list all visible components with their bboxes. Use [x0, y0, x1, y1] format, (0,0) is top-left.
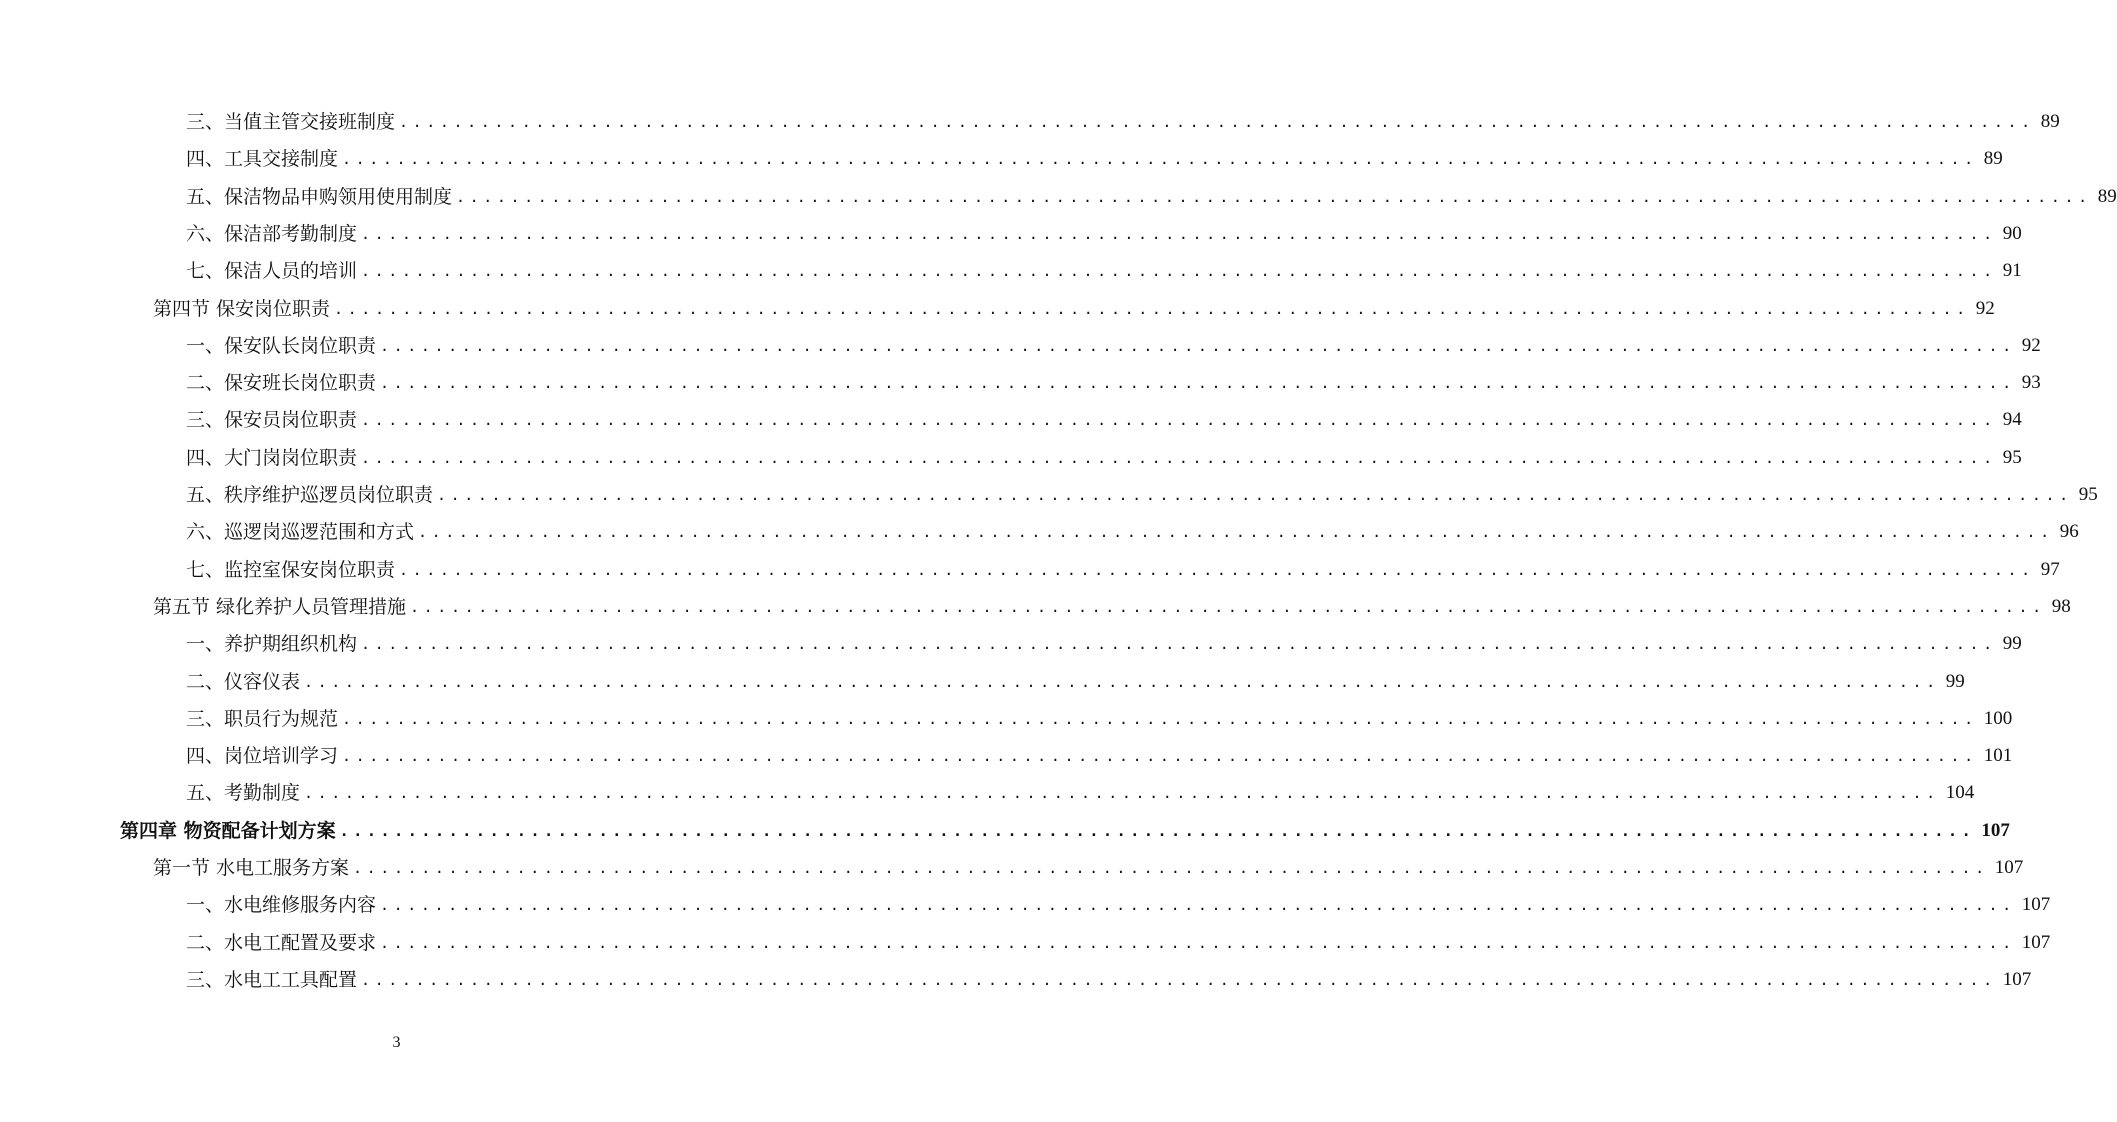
dot-leader: ........................................................................................................................	[456, 187, 2092, 206]
toc-entry-label: 第一节 水电工服务方案	[153, 857, 350, 879]
toc-entry-page: 92	[1975, 297, 1995, 319]
toc-entry-label: 七、监控室保安岗位职责	[186, 558, 396, 581]
toc-entry-label: 二、保安班长岗位职责	[186, 372, 377, 395]
toc-entry[interactable]	[186, 365, 2041, 395]
dot-leader: ........................................................................................................................	[361, 262, 1997, 281]
toc-entry-page: 95	[2078, 484, 2098, 505]
toc-entry-page: 97	[2040, 558, 2060, 580]
toc-entry-label: 三、当值主管交接班制度	[186, 111, 396, 133]
toc-entry-label: 第五节 绿化养护人员管理措施	[153, 595, 407, 618]
toc-entry-label: 三、水电工工具配置	[186, 968, 358, 991]
toc-entry-page: 98	[2051, 595, 2071, 617]
toc-entry-label: 二、仪容仪表	[186, 670, 301, 693]
toc-entry[interactable]	[186, 328, 2041, 358]
toc-entry[interactable]	[186, 253, 2022, 283]
toc-entry-page: 90	[2002, 222, 2022, 244]
toc-entry-page: 107	[2021, 931, 2051, 953]
toc-entry[interactable]	[186, 514, 2079, 544]
toc-entry[interactable]	[186, 626, 2022, 656]
toc-entry[interactable]	[186, 179, 2117, 209]
toc-entry[interactable]	[186, 552, 2060, 582]
toc-entry-label: 一、养护期组织机构	[186, 633, 358, 656]
toc-entry-label: 五、秩序维护巡逻员岗位职责	[186, 484, 434, 506]
toc-entry-page: 99	[2002, 633, 2022, 655]
dot-leader: ........................................................................................................................	[342, 150, 1978, 169]
dot-leader: ........................................................................................................................	[342, 709, 1978, 728]
toc-entry-page: 107	[2021, 894, 2051, 916]
toc-entry-label: 四、大门岗岗位职责	[186, 446, 358, 469]
dot-leader: ........................................................................................................................	[380, 896, 2016, 915]
dot-leader: ........................................................................................................................	[380, 933, 2016, 952]
dot-leader: ........................................................................................................................	[304, 784, 1940, 803]
toc-entry-label: 五、保洁物品申购领用使用制度	[186, 185, 453, 208]
dot-leader: ........................................................................................................................	[361, 970, 1997, 989]
toc-entry[interactable]	[186, 925, 2051, 955]
dot-leader: ........................................................................................................................	[380, 336, 2016, 355]
toc-entry-page: 95	[2002, 446, 2022, 468]
toc-entry[interactable]	[186, 141, 2003, 171]
dot-leader: ........................................................................................................................	[353, 859, 1989, 877]
toc-entry[interactable]	[186, 402, 2022, 432]
toc-entry-label: 七、保洁人员的培训	[186, 260, 358, 283]
toc-entry[interactable]	[186, 962, 2032, 992]
toc-entry-page: 100	[1983, 707, 2013, 729]
dot-leader: ........................................................................................................................	[361, 448, 1997, 467]
page-number: 3	[392, 1034, 401, 1051]
dot-leader: ........................................................................................................................	[361, 635, 1997, 654]
dot-leader: ........................................................................................................................	[304, 672, 1940, 691]
toc-entry-page: 94	[2002, 409, 2022, 431]
dot-leader: ........................................................................................................................	[334, 299, 1970, 318]
toc-entry[interactable]	[186, 440, 2022, 470]
toc-entry-label: 第四章 物资配备计划方案	[120, 819, 336, 842]
toc-entry-page: 101	[1983, 745, 2013, 767]
toc-entry-page: 107	[2002, 968, 2032, 990]
toc-entry-page: 89	[2040, 111, 2060, 132]
toc-entry-label: 六、巡逻岗巡逻范围和方式	[186, 521, 415, 544]
dot-leader: ........................................................................................................................	[399, 560, 2035, 579]
toc-entry[interactable]	[186, 664, 1965, 694]
dot-leader: ........................................................................................................................	[342, 747, 1978, 766]
toc-section-entry[interactable]	[153, 589, 2071, 619]
dot-leader: ........................................................................................................................	[410, 597, 2046, 616]
toc-entry-page: 99	[1945, 670, 1965, 692]
toc-chapter-entry[interactable]	[120, 813, 2010, 843]
toc-section-entry[interactable]	[153, 850, 2024, 880]
toc-entry-page: 93	[2021, 372, 2041, 394]
dot-leader: ........................................................................................................................	[399, 113, 2035, 131]
toc-entry[interactable]	[186, 775, 1975, 805]
dot-leader: ........................................................................................................................	[380, 374, 2016, 393]
toc-entry-page: 89	[1983, 148, 2003, 170]
toc-entry-page: 92	[2021, 334, 2041, 356]
dot-leader: ........................................................................................................................	[418, 523, 2054, 542]
toc-entry-page: 107	[1981, 819, 2010, 841]
toc-entry[interactable]	[186, 104, 2060, 134]
toc-entry-page: 107	[1994, 857, 2024, 878]
toc-entry-label: 第四节 保安岗位职责	[153, 297, 331, 320]
toc-entry[interactable]	[186, 701, 2013, 731]
toc-entry-label: 五、考勤制度	[186, 782, 301, 805]
toc-entry[interactable]	[186, 738, 2013, 768]
dot-leader: ........................................................................................................................	[361, 224, 1997, 243]
toc-entry[interactable]	[186, 887, 2051, 917]
toc-entry-page: 96	[2059, 521, 2079, 543]
dot-leader: ........................................................................................................................	[361, 411, 1997, 430]
toc-entry-label: 四、岗位培训学习	[186, 745, 339, 768]
toc-entry-page: 91	[2002, 260, 2022, 282]
toc-entry[interactable]	[186, 477, 2098, 507]
toc-entry-label: 一、保安队长岗位职责	[186, 334, 377, 357]
toc-entry-label: 三、保安员岗位职责	[186, 409, 358, 432]
dot-leader: ........................................................................................................................	[437, 486, 2073, 504]
toc-entry-page: 104	[1945, 782, 1975, 804]
toc-entry[interactable]	[186, 216, 2022, 246]
dot-leader: ........................................................................................................................	[339, 821, 1976, 840]
toc-entry-label: 四、工具交接制度	[186, 148, 339, 171]
toc-entry-label: 三、职员行为规范	[186, 707, 339, 730]
toc-entry-label: 六、保洁部考勤制度	[186, 222, 358, 245]
toc-entry-page: 89	[2097, 185, 2117, 207]
toc-entry-label: 二、水电工配置及要求	[186, 931, 377, 954]
toc-section-entry[interactable]	[153, 291, 1995, 321]
toc-entry-label: 一、水电维修服务内容	[186, 894, 377, 917]
